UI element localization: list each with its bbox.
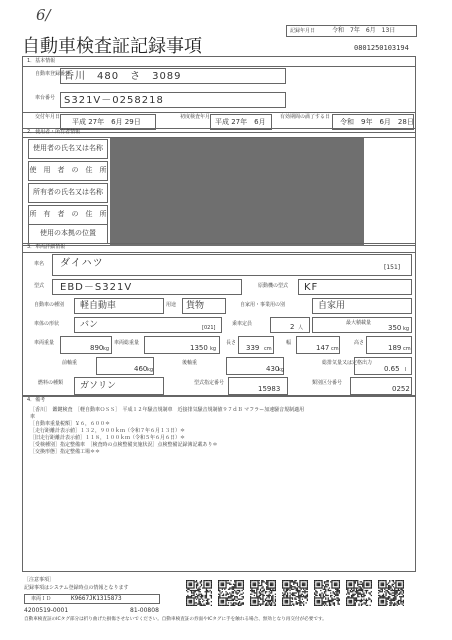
length-label: 長さ bbox=[226, 340, 237, 346]
bottom-note: 自動車検査証のICタグ部分は折り曲げた損傷させないでください。自動車検査証の券面やICタグに手を触れる場合、無効となり再交付が必要です。 bbox=[24, 617, 327, 622]
record-date-value: 令和 7年 6月 13日 bbox=[332, 27, 396, 34]
use-value: 貨物 bbox=[186, 301, 205, 311]
reg-number-value: 香川 480 さ 3089 bbox=[64, 71, 182, 82]
model-label: 型式 bbox=[34, 283, 45, 289]
weight-label: 車両重量 bbox=[34, 340, 55, 346]
width-label: 幅 bbox=[286, 340, 292, 346]
private-use-value: 自家用 bbox=[318, 301, 346, 311]
expiry-value: 令和 9年 6月 28日 bbox=[340, 118, 414, 126]
issue-date-label: 交付年月日 bbox=[35, 114, 61, 120]
engine-value: KF bbox=[304, 282, 319, 293]
owner-name-label: 所有者の氏名又は名称 bbox=[33, 188, 103, 196]
section2-heading: 2．使用者・所有者情報 bbox=[27, 129, 81, 135]
maker-code: [151] bbox=[384, 264, 401, 271]
user-name-label: 使用者の氏名又は名称 bbox=[33, 144, 103, 152]
rear-axle-label: 後軸重 bbox=[182, 360, 198, 366]
qr-code bbox=[378, 580, 404, 606]
front-axle-value: 460 bbox=[134, 365, 148, 373]
capacity-label: 乗車定員 bbox=[232, 321, 253, 327]
section1-heading: 1．基本情報 bbox=[27, 58, 56, 64]
record-date-box bbox=[286, 25, 417, 37]
capacity-unit: 人 bbox=[298, 325, 304, 331]
height-value: 189 bbox=[388, 344, 402, 352]
base-location-label: 使用の本拠の位置 bbox=[40, 229, 96, 237]
max-load-unit: kg bbox=[403, 326, 410, 332]
height-unit: cm bbox=[403, 346, 411, 352]
length-value: 339 bbox=[246, 344, 260, 352]
qr-code bbox=[186, 580, 212, 606]
capacity-value: 2 bbox=[290, 323, 295, 331]
user-address-label: 使 用 者 の 住 所 bbox=[29, 166, 107, 174]
model-value: EBD－S321V bbox=[60, 282, 133, 293]
max-load-label: 最大積載量 bbox=[346, 320, 372, 326]
gross-weight-unit: kg bbox=[210, 346, 217, 352]
displacement-value: 0.65 bbox=[384, 365, 400, 373]
code-right: 81-00808 bbox=[130, 607, 159, 614]
qr-code bbox=[250, 580, 276, 606]
first-reg-label: 初度検査年月 bbox=[180, 114, 211, 120]
length-unit: cm bbox=[264, 346, 272, 352]
fuel-label: 燃料の種類 bbox=[38, 380, 64, 386]
category-value: 0252 bbox=[392, 385, 410, 393]
width-unit: cm bbox=[331, 346, 339, 352]
remarks-line-3: ［自動車重量税額］￥６，６００＊ bbox=[30, 421, 111, 427]
gross-weight-label: 車両総重量 bbox=[114, 340, 140, 346]
model-designation-label: 型式指定番号 bbox=[194, 380, 225, 386]
body-shape-code: [021] bbox=[202, 325, 216, 331]
displacement-label: 総排気量又は定格出力 bbox=[322, 360, 373, 366]
expiry-label: 有効期間の満了する日 bbox=[280, 114, 331, 120]
document-number: 0801250103194 bbox=[354, 44, 409, 52]
section3-heading: 3．車両詳細情報 bbox=[27, 244, 66, 250]
vin-value: S321V－0258218 bbox=[64, 95, 164, 106]
notes-label: ［注意事項］ bbox=[24, 577, 55, 583]
vehicle-type-value: 軽自動車 bbox=[80, 301, 117, 311]
section4-heading: 4．備考 bbox=[27, 397, 46, 403]
body-shape-value: バン bbox=[80, 320, 99, 330]
record-date-label: 記録年月日 bbox=[290, 28, 316, 34]
qr-code bbox=[314, 580, 340, 606]
engine-label: 原動機の型式 bbox=[258, 283, 289, 289]
vehicle-type-label: 自動車の種別 bbox=[34, 302, 65, 308]
document-title: 自動車検査証記録事項 bbox=[22, 36, 202, 57]
width-value: 147 bbox=[316, 344, 330, 352]
qr-code bbox=[282, 580, 308, 606]
handwritten-mark: 6/ bbox=[36, 6, 51, 24]
vehicle-id-label: 車両ＩＤ bbox=[31, 596, 52, 602]
qr-code bbox=[218, 580, 244, 606]
issue-date-value: 平成 27年 6月 29日 bbox=[72, 118, 141, 126]
rear-axle-value: 430 bbox=[266, 365, 280, 373]
vehicle-id-value: K9667JK1315873 bbox=[71, 595, 122, 602]
remarks-line-6: ［受検種別］指定整備車 ［検査時の点検整備実施状況］点検整備記録簿記載あり＊ bbox=[30, 442, 218, 448]
remarks-line-1: ［香川］ 鑑鍵検査 ［軽自動車ＯＳＳ］ 平成１２年騒音規制車 近接排気騒音規制値９７ｄＢ マフラー加速騒音規制適用 bbox=[30, 407, 305, 413]
maker-label: 車名 bbox=[34, 261, 45, 267]
max-load-value: 350 bbox=[388, 324, 402, 332]
weight-unit: kg bbox=[103, 346, 110, 352]
remarks-line-7: ［交換形態］指定整備工場＊＊ bbox=[30, 449, 101, 455]
first-reg-value: 平成 27年 6月 bbox=[215, 118, 266, 126]
remarks-line-5: ［旧走行距離計表示値］１１８，１００ｋｍ（令和５年６月６日）＊ bbox=[30, 435, 186, 441]
fuel-value: ガソリン bbox=[80, 381, 117, 391]
owner-address-label: 所 有 者 の 住 所 bbox=[29, 210, 107, 218]
weight-value: 890 bbox=[90, 344, 104, 352]
front-axle-unit: kg bbox=[147, 367, 154, 373]
height-label: 高さ bbox=[354, 340, 365, 346]
private-use-label: 自家用・事業用の別 bbox=[240, 302, 286, 308]
qr-code bbox=[346, 580, 372, 606]
gross-weight-value: 1350 bbox=[190, 344, 208, 352]
use-label: 用途 bbox=[166, 302, 177, 308]
reg-number-label: 自動車登録番号 bbox=[35, 71, 71, 77]
model-designation-value: 15983 bbox=[258, 385, 281, 393]
remarks-line-4: ［走行距離計表示値］１３２，９００ｋｍ（令和７年６月１３日）＊ bbox=[30, 428, 186, 434]
front-axle-label: 前軸重 bbox=[62, 360, 78, 366]
displacement-unit: l bbox=[405, 367, 407, 373]
vehicle-id-box bbox=[24, 594, 160, 604]
rear-axle-unit: kg bbox=[278, 367, 285, 373]
maker-value: ダイハツ bbox=[60, 258, 104, 269]
category-label: 類別区分番号 bbox=[312, 380, 343, 386]
remarks-line-2: 車 bbox=[30, 414, 36, 420]
vin-label: 車台番号 bbox=[35, 95, 56, 101]
body-shape-label: 車体の形状 bbox=[34, 321, 60, 327]
notes-line-1: 記録事項はシステム登録時点の情報となります bbox=[24, 585, 129, 591]
redacted-block bbox=[110, 138, 364, 246]
code-left: 4200519-0001 bbox=[24, 607, 69, 614]
